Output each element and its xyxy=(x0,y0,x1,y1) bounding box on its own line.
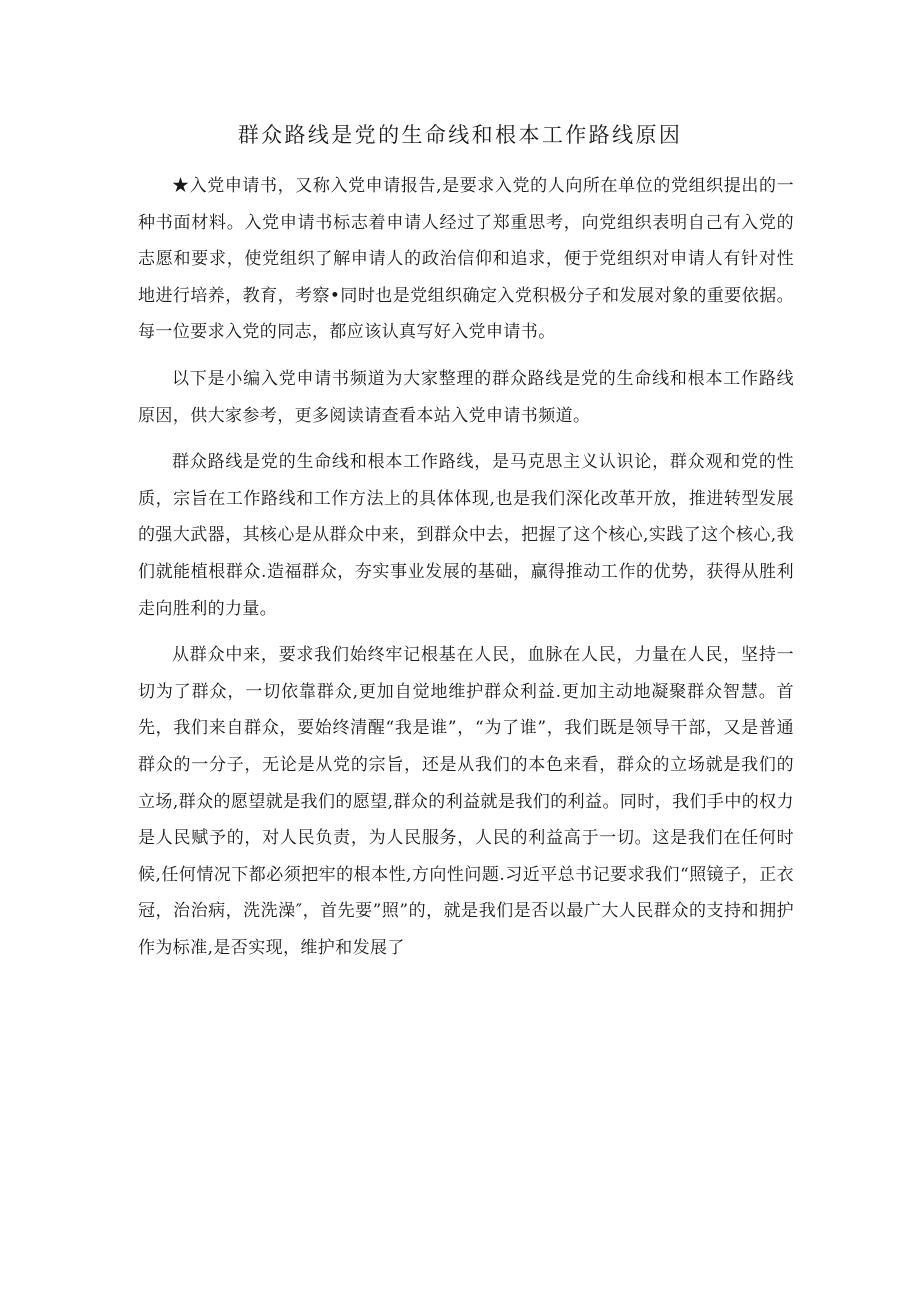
paragraph-from-masses: 从群众中来，要求我们始终牢记根基在人民，血脉在人民，力量在人民，坚持一切为了群众，一切依靠群众,更加自觉地维护群众利益.更加主动地凝聚群众智慧。首先，我们来自群众，要始终清醒“我是谁”，“为了谁”，我们既是领导干部，又是普通群众的一分子，无论是从党的宗旨，还是从我们的本色来看，群众的立场就是我们的立场,群众的愿望就是我们的愿望,群众的利益就是我们的利益。同时，我们手中的权力是人民赋予的，对人民负责，为人民服务，人民的利益高于一切。这是我们在任何时候,任何情况下都必须把牢的根本性,方向性问题.习近平总书记要求我们“照镜子，正衣冠，治治病，洗洗澡″，首先要”照”的，就是我们是否以最广大人民群众的支持和拥护作为标准,是否实现，维护和发展了 xyxy=(138,645,794,958)
paragraph-editor-note: 以下是小编入党申请书频道为大家整理的群众路线是党的生命线和根本工作路线原因，供大家参考，更多阅读请查看本站入党申请书频道。 xyxy=(138,368,794,426)
paragraph-intro: ★入党申请书，又称入党申请报告,是要求入党的人向所在单位的党组织提出的一种书面材料。入党申请书标志着申请人经过了郑重思考，向党组织表明自己有入党的志愿和要求，使党组织了解申请人的政治信仰和追求，便于党组织对申请人有针对性地进行培养，教育，考察•同时也是党组织确定入党积极分子和发展对象的重要依据。每一位要求入党的同志，都应该认真写好入党申请书。 xyxy=(138,176,794,343)
document-body xyxy=(138,168,794,966)
paragraph-mass-line: 群众路线是党的生命线和根本工作路线，是马克思主义认识论，群众观和党的性质，宗旨在工作路线和工作方法上的具体体现,也是我们深化改革开放，推进转型发展的强大武器，其核心是从群众中来，到群众中去，把握了这个核心,实践了这个核心,我们就能植根群众.造福群众，夯实事业发展的基础，赢得推动工作的优势，获得从胜利走向胜利的力量。 xyxy=(138,452,794,619)
document-title: 群众路线是党的生命线和根本工作路线原因 xyxy=(237,123,683,147)
